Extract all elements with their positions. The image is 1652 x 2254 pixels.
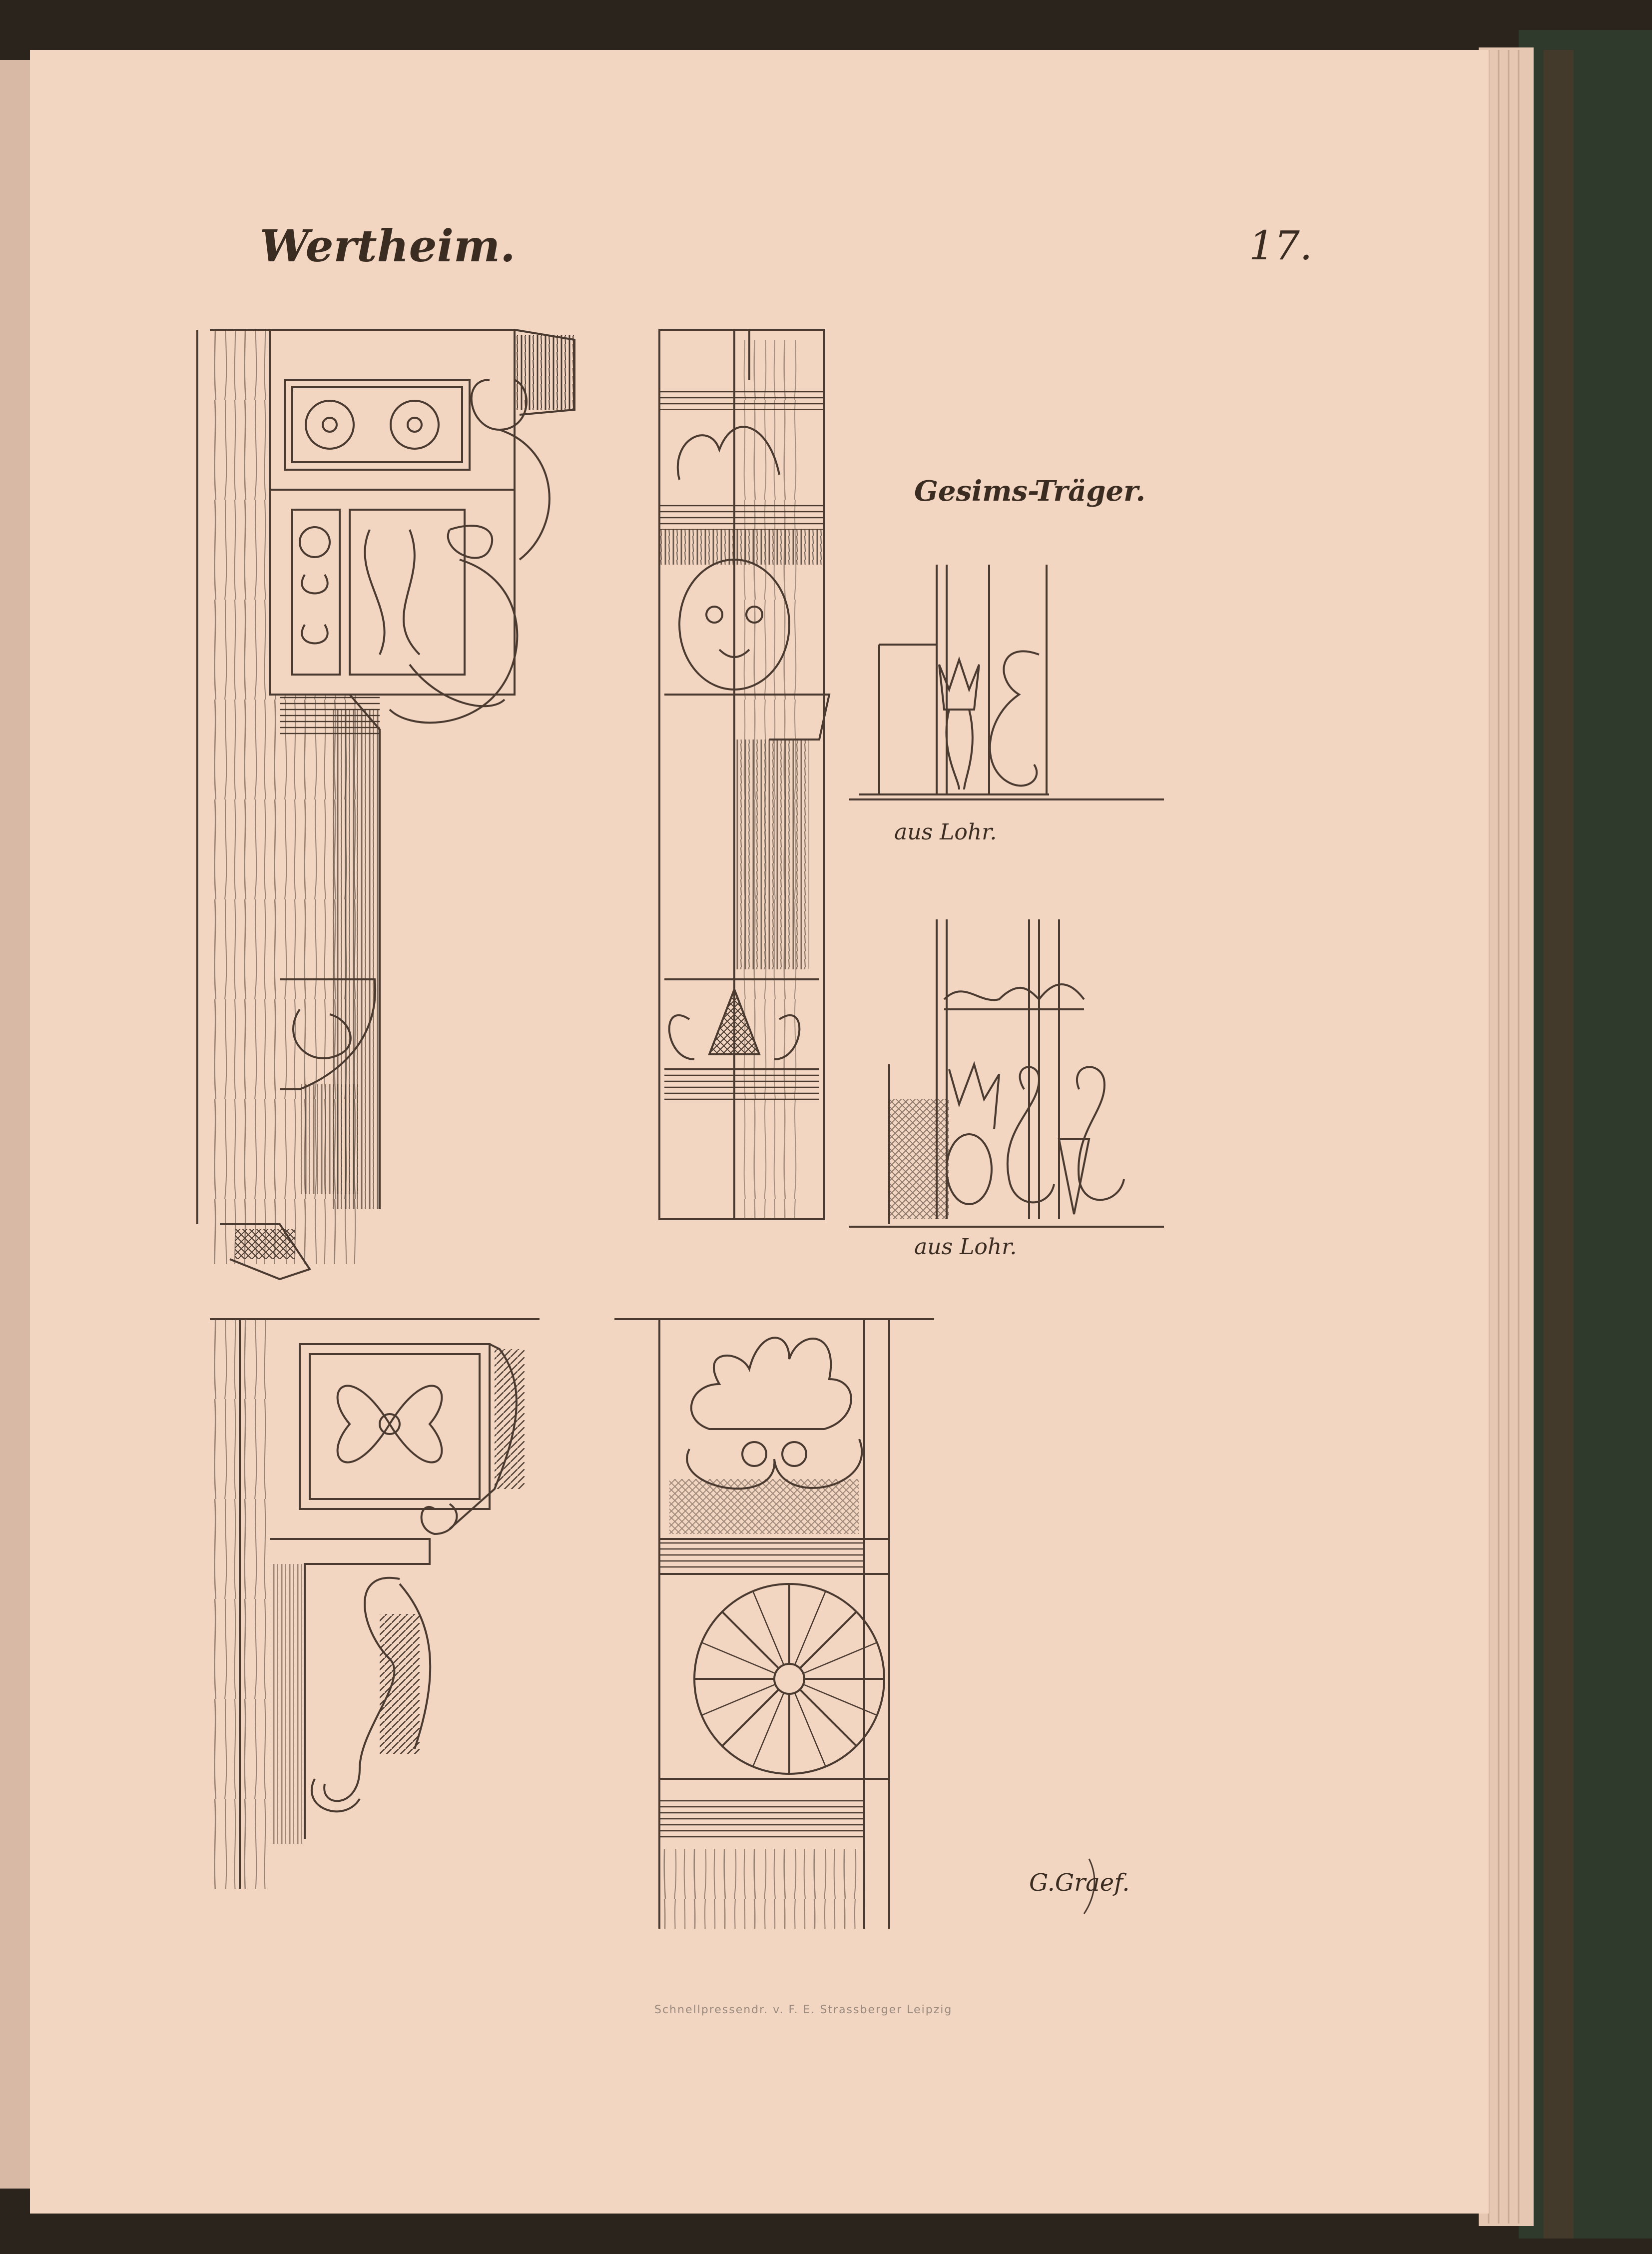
- artist-signature: G.Graef.: [1029, 1869, 1130, 1897]
- caption-aus-lohr-lower: aus Lohr.: [914, 1234, 1017, 1260]
- caption-aus-lohr-upper: aus Lohr.: [894, 819, 997, 845]
- page-title: Wertheim.: [260, 220, 516, 272]
- page-number: 17.: [1249, 222, 1313, 269]
- section-heading: Gesims-Träger.: [914, 475, 1146, 508]
- printer-imprint: Schnellpressendr. v. F. E. Strassberger Leipzig: [654, 2004, 953, 2016]
